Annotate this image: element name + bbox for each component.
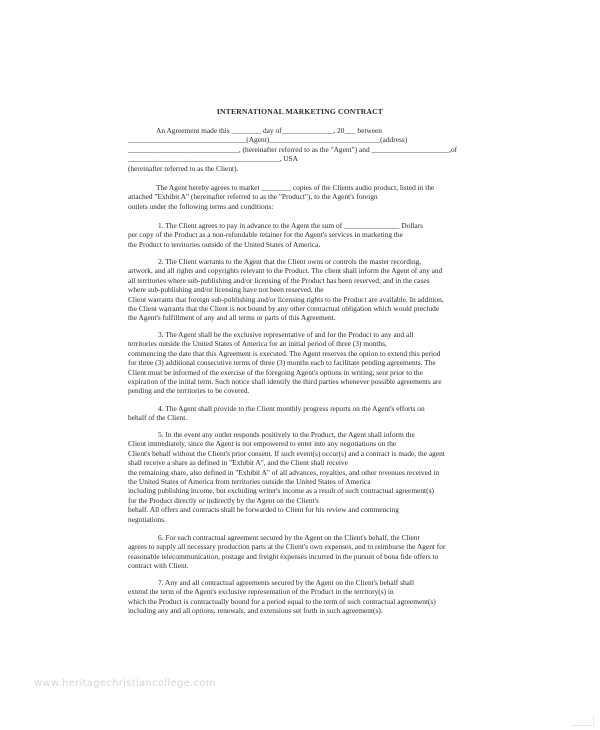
clause-line: including any and all options, renewals, and extensions set forth in such agreement(s). <box>128 606 383 616</box>
clause-line: 2. The Client warrants to the Agent that the Client owns or controls the master recording, <box>158 257 422 266</box>
clause-line: contract with Client. <box>128 561 189 571</box>
clause-line: Client must be informed of the exercise of the foregoing Agent's options in writing, sent prior to the <box>128 367 423 377</box>
preamble-line: ______________________________, (hereinafter referred to as the "Agent") and _____________________,of <box>128 144 458 154</box>
preamble-line: _________________________________________, USA <box>128 154 298 164</box>
clause-line: agrees to supply all necessary production parts at the Client's own expenses, and to reimburse the Agent for <box>128 542 446 552</box>
clause-line: the Product to territories outside of the United States of America. <box>128 239 321 249</box>
clause-5 <box>128 430 480 524</box>
clause-line: for three (3) additional consecutive terms of three (3) months each to facilitate pending agreements. The <box>128 358 436 368</box>
clause-line: Client immediately, since the Agent is not empowered to enter into any negotiations on the <box>128 439 397 449</box>
intro-line: outlets under the following terms and conditions: <box>128 201 274 211</box>
clause-line: territories outside the United States of America for an initial period of three (3) months, <box>128 339 387 349</box>
clause-line: expiration of the initial term. Such notice shall identify the third parties whenever possible agreements are <box>128 376 442 386</box>
clause-line: 3. The Agent shall be the exclusive representative of and for the Product to any and all <box>158 330 414 339</box>
preamble-line: An Agreement made this ________ day of______________, 20___ between <box>156 126 382 135</box>
clause-line: Client warrants that foreign sub-publishing and/or licensing rights to the Product are available. In addition, <box>128 294 444 304</box>
clause-line: the remaining share, also defined in "Exhibit A" of all advances, royalties, and other revenues received in <box>128 467 440 477</box>
clause-line: pending and the territories to be covered. <box>128 386 250 396</box>
clause-line: all territories where sub-publishing and/or licensing of the Product has been reserved; and in the cases <box>128 275 430 285</box>
preamble-line: (hereinafter referred to as the Client). <box>128 163 239 173</box>
clause-line: including publishing income, but excluding writer's income as a result of such contractual agreement(s) <box>128 486 434 496</box>
clause-line: extend the term of the Agent's exclusive representation of the Product in the territory(s) in <box>128 587 394 597</box>
clause-line: shall receive a share as defined in "Exhibit A", and the Client shall receive <box>128 458 348 468</box>
clause-line: behalf of the Client. <box>128 413 188 423</box>
intro-line: attached "Exhibit A" (hereinafter referred to as the "Product"), to the Agent's foreign <box>128 192 378 202</box>
page-corner <box>571 715 594 726</box>
clause-4 <box>128 404 480 423</box>
clause-line: the Client warrants that the Client is not bound by any other contractual obligation which would preclude <box>128 303 440 313</box>
clause-line: which the Product is contractually bound for a period equal to the term of such contractual agreement(s) <box>128 596 436 606</box>
clause-line: 1. The Client agrees to pay in advance to the Agent the sum of _______________ Dollars <box>158 221 424 230</box>
clause-line: behalf. All offers and contracts shall be forwarded to Client for his review and commencing <box>128 505 399 515</box>
preamble-line: ________________________________(Agent)______________________________(address) <box>128 135 408 145</box>
clause-line: the Agent's fulfillment of any and all terms or parts of this Agreement. <box>128 313 336 323</box>
clause-line: commencing the date that this Agreement is executed. The Agent reserves the option to extend this period <box>128 348 441 358</box>
watermark: www.heritagechristiancollege.com <box>34 678 216 689</box>
clause-line: Client's behalf without the Client's prior consent. If such event(s) occur(s) and a contract is made, the agent <box>128 448 445 458</box>
clause-3 <box>128 330 480 396</box>
clause-line: artwork, and all rights and copyrights relevant to the Product. The client shall inform the Agent of any and <box>128 266 443 276</box>
clause-line: negotiations. <box>128 514 166 524</box>
clause-1 <box>128 221 480 249</box>
clause-6 <box>128 533 480 571</box>
intro-line: The Agent hereby agrees to market ________ copies of the Clients audio product, listed in the <box>156 183 435 192</box>
clause-2 <box>128 257 480 323</box>
clause-7 <box>128 578 480 616</box>
clause-line: 6. For each contractual agreement secured by the Agent on the Client's behalf, the Client <box>158 533 420 542</box>
clause-line: where sub-publishing and/or licensing have not been reserved, the <box>128 285 324 295</box>
clause-line: 4. The Agent shall provide to the Client monthly progress reports on the Agent's efforts on <box>158 404 425 413</box>
clause-line: reasonable telecommunication, postage and freight expenses incurred in the pursuit of bona fide offers to <box>128 551 439 561</box>
clause-line: 7. Any and all contractual agreements secured by the Agent on the Client's behalf shall <box>158 578 415 587</box>
clause-line: for the Product directly or indirectly by the Agent on the Client's <box>128 495 319 505</box>
clause-line: 5. In the event any outlet responds positively to the Product, the Agent shall inform the <box>158 430 415 439</box>
preamble <box>128 126 480 173</box>
clause-line: the United States of America from territories outside the United States of America <box>128 476 371 486</box>
document-title: INTERNATIONAL MARKETING CONTRACT <box>216 107 384 116</box>
clause-line: per copy of the Product as a non-refundable retainer for the Agent's services in marketing the <box>128 230 403 240</box>
intro-paragraph <box>128 183 480 211</box>
